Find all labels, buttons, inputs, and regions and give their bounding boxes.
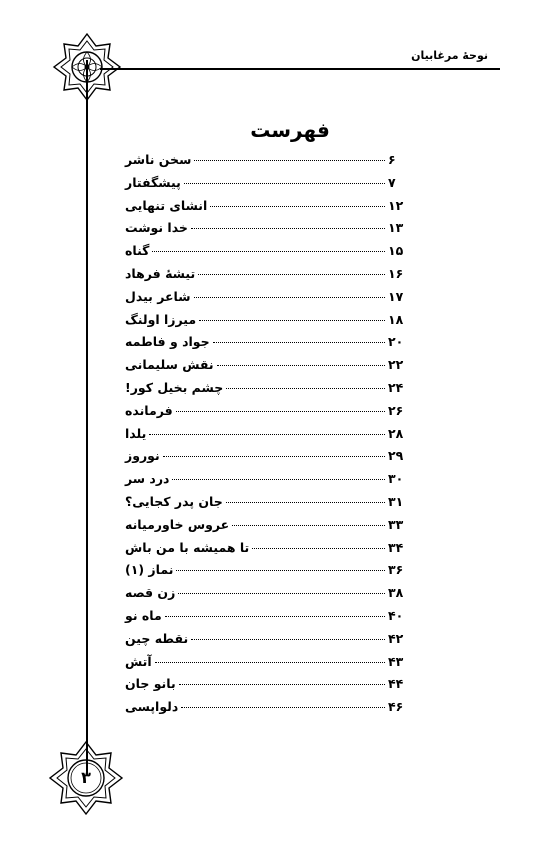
- toc-entry-page-number: ۳۰: [388, 471, 404, 487]
- toc-entry[interactable]: [125, 608, 410, 631]
- toc-entry[interactable]: [125, 654, 410, 677]
- toc-entry-title: گناه: [125, 243, 150, 259]
- toc-entry-page-number: ۲۲: [388, 357, 404, 373]
- toc-entry-title: نقطه چین: [125, 630, 189, 646]
- toc-entry[interactable]: [125, 220, 410, 243]
- toc-entry-page-number: ۳۶: [388, 562, 404, 578]
- toc-entry[interactable]: [125, 175, 410, 198]
- toc-entry-page-number: ۴۰: [388, 607, 404, 623]
- toc-entry-title: جواد و فاطمه: [125, 334, 210, 350]
- toc-entry[interactable]: [125, 676, 410, 699]
- toc-entry-title: تیشهٔ فرهاد: [125, 265, 196, 281]
- toc-entry-title: انشای تنهایی: [125, 197, 208, 213]
- running-header-title: نوحهٔ مرغابیان: [411, 49, 488, 62]
- dot-leader: [176, 411, 385, 412]
- toc-entry-title: نوروز: [125, 448, 160, 464]
- toc-entry[interactable]: [125, 312, 410, 335]
- dot-leader: [172, 479, 385, 480]
- header-rule: [100, 68, 500, 70]
- toc-entry-page-number: ۲۴: [388, 379, 404, 395]
- toc-entry-page-number: ۱۲: [388, 197, 404, 213]
- toc-entry-page-number: ۱۳: [388, 220, 404, 236]
- rosette-ornament-icon: [52, 32, 122, 102]
- toc-entry[interactable]: [125, 631, 410, 654]
- dot-leader: [232, 525, 385, 526]
- dot-leader: [213, 342, 385, 343]
- toc-entry[interactable]: [125, 289, 410, 312]
- toc-entry-title: جان پدر کجایی؟: [125, 493, 223, 509]
- toc-entry-page-number: ۳۴: [388, 539, 404, 555]
- toc-entry-title: شاعر بیدل: [125, 288, 191, 304]
- toc-entry-page-number: ۳۳: [388, 516, 404, 532]
- toc-entry[interactable]: [125, 448, 410, 471]
- toc-entry-title: تا همیشه با من باش: [125, 539, 250, 555]
- toc-entry-title: چشم بخیل کور!: [125, 379, 224, 395]
- toc-entry-page-number: ۱۸: [388, 311, 404, 327]
- table-of-contents: [125, 152, 410, 722]
- toc-entry[interactable]: [125, 494, 410, 517]
- toc-entry[interactable]: [125, 198, 410, 221]
- dot-leader: [194, 160, 385, 161]
- toc-entry-title: ماه نو: [125, 607, 162, 623]
- toc-entry-title: فرمانده: [125, 402, 173, 418]
- toc-entry-title: دلواپسی: [125, 699, 179, 715]
- toc-entry-title: یلدا: [125, 425, 147, 441]
- toc-entry-title: نماز (۱): [125, 562, 174, 578]
- toc-entry-page-number: ۱۷: [388, 288, 404, 304]
- toc-entry-page-number: ۱۵: [388, 243, 404, 259]
- toc-entry-title: درد سر: [125, 471, 170, 487]
- dot-leader: [198, 274, 385, 275]
- toc-entry[interactable]: [125, 517, 410, 540]
- toc-entry-page-number: ۳۱: [388, 493, 404, 509]
- toc-entry[interactable]: [125, 403, 410, 426]
- toc-entry-title: نقش سلیمانی: [125, 357, 214, 373]
- toc-entry-page-number: ۷: [388, 174, 396, 190]
- toc-entry-title: عروس خاورمیانه: [125, 516, 230, 532]
- toc-entry[interactable]: [125, 585, 410, 608]
- dot-leader: [252, 548, 385, 549]
- toc-entry[interactable]: [125, 334, 410, 357]
- toc-entry[interactable]: [125, 426, 410, 449]
- toc-entry-title: سخن ناشر: [125, 152, 192, 167]
- toc-entry[interactable]: [125, 380, 410, 403]
- toc-entry-page-number: ۲۰: [388, 334, 404, 350]
- dot-leader: [191, 228, 385, 229]
- dot-leader: [179, 684, 385, 685]
- dot-leader: [194, 297, 385, 298]
- toc-entry-page-number: ۲۸: [388, 425, 404, 441]
- toc-entry[interactable]: [125, 152, 410, 175]
- dot-leader: [191, 639, 385, 640]
- dot-leader: [226, 388, 385, 389]
- dot-leader: [165, 616, 385, 617]
- page-number: ۳: [81, 768, 91, 787]
- toc-entry-page-number: ۴۶: [388, 699, 404, 715]
- toc-entry[interactable]: [125, 562, 410, 585]
- toc-entry-title: زن قصه: [125, 585, 176, 601]
- vertical-rule: [86, 60, 88, 775]
- toc-entry-page-number: ۳۸: [388, 585, 404, 601]
- toc-entry[interactable]: [125, 471, 410, 494]
- toc-entry-page-number: ۲۶: [388, 402, 404, 418]
- dot-leader: [152, 251, 385, 252]
- toc-heading: فهرست: [250, 118, 330, 142]
- dot-leader: [163, 456, 385, 457]
- toc-entry[interactable]: [125, 699, 410, 722]
- toc-entry-page-number: ۴۳: [388, 653, 404, 669]
- toc-entry[interactable]: [125, 266, 410, 289]
- toc-entry-page-number: ۴۲: [388, 630, 404, 646]
- dot-leader: [155, 662, 385, 663]
- toc-entry-title: خدا نوشت: [125, 220, 188, 236]
- toc-entry-title: آتش: [125, 653, 152, 669]
- toc-entry-page-number: ۴۴: [388, 676, 404, 692]
- toc-entry-page-number: ۶: [388, 152, 396, 167]
- toc-entry-title: بانو جان: [125, 676, 176, 692]
- dot-leader: [199, 320, 385, 321]
- dot-leader: [184, 183, 385, 184]
- toc-entry[interactable]: [125, 540, 410, 563]
- toc-entry-page-number: ۲۹: [388, 448, 404, 464]
- dot-leader: [210, 206, 385, 207]
- dot-leader: [181, 707, 385, 708]
- dot-leader: [178, 593, 385, 594]
- toc-entry[interactable]: [125, 357, 410, 380]
- toc-entry[interactable]: [125, 243, 410, 266]
- toc-entry-title: میرزا اولنگ: [125, 311, 197, 327]
- dot-leader: [176, 570, 385, 571]
- toc-entry-title: پیشگفتار: [125, 174, 181, 190]
- toc-entry-page-number: ۱۶: [388, 265, 404, 281]
- dot-leader: [226, 502, 385, 503]
- dot-leader: [217, 365, 385, 366]
- dot-leader: [149, 434, 385, 435]
